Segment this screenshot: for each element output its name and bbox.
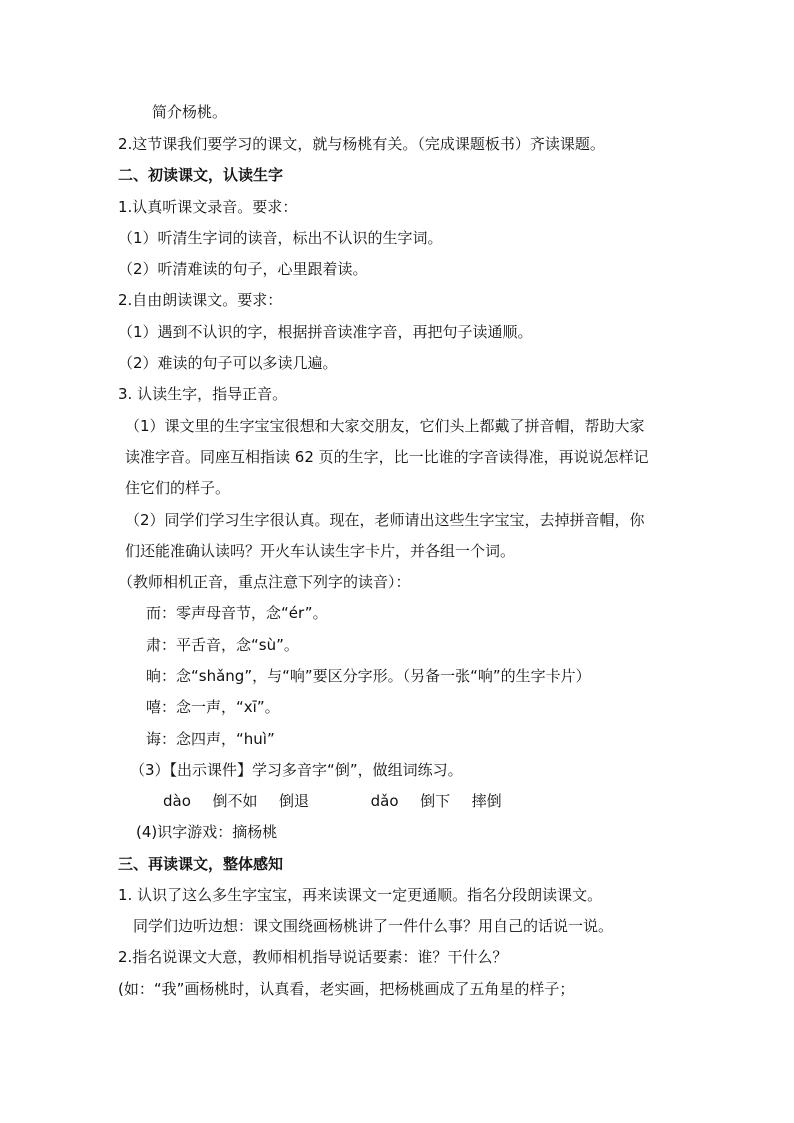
- s2-item1-a: （1）听清生字词的读音，标出不认识的生字词。: [118, 229, 443, 247]
- s2-item3-p2-l1: （2）同学们学习生字很认真。现在，老师请出这些生字宝宝，去掉拼音帽，你: [125, 511, 645, 529]
- s2-item3-p4: (4)识字游戏：摘杨桃: [136, 823, 278, 841]
- polyphone-row: [163, 791, 502, 811]
- char-su: 肃：平舌音，念“sù”。: [146, 636, 299, 654]
- section2-heading: 二、初读课文，认读生字: [118, 166, 284, 184]
- s2-item3-p1-l3: 住它们的样子。: [125, 479, 231, 497]
- char-xi: 嘻：念一声，“xī”。: [146, 698, 280, 716]
- s3-item2: 2.指名说课文大意，教师相机指导说话要素：谁？干什么？: [118, 948, 508, 966]
- item2-intro: 2.这节课我们要学习的课文，就与杨桃有关。（完成课题板书）齐读课题。: [118, 135, 605, 153]
- s2-item1-b: （2）听清难读的句子，心里跟着读。: [118, 260, 368, 278]
- dao4-word-1: 倒不如: [212, 792, 258, 810]
- s2-item2: 2.自由朗读课文。要求：: [118, 291, 283, 309]
- char-hui: 诲：念四声，“huì”: [146, 730, 275, 748]
- section3-heading: 三、再读课文，整体感知: [118, 855, 284, 873]
- s3-item1-b: 同学们边听边想：课文围绕画杨桃讲了一件什么事？用自己的话说一说。: [133, 917, 614, 935]
- s2-item3-p3: （3）【出示课件】学习多音字“倒”，做组词练习。: [130, 761, 463, 779]
- dao4-pinyin: dào: [163, 792, 191, 810]
- dao3-word-2: 摔倒: [471, 792, 502, 810]
- s2-item2-b: （2）难读的句子可以多读几遍。: [118, 354, 338, 372]
- s2-item1: 1.认真听课文录音。要求：: [118, 198, 298, 216]
- s3-example: (如：“我”画杨桃时，认真看，老实画，把杨桃画成了五角星的样子；: [118, 980, 575, 998]
- teacher-note: （教师相机正音，重点注意下列字的读音）：: [118, 573, 411, 591]
- s2-item3-p2-l2: 们还能准确认读吗？开火车认读生字卡片，并各组一个词。: [125, 542, 516, 560]
- s2-item3-p1-l1: （1）课文里的生字宝宝很想和大家交朋友，它们头上都戴了拼音帽，帮助大家: [125, 417, 645, 435]
- s2-item3-p1-l2: 读准字音。同座互相指读 62 页的生字，比一比谁的字音读得准，再说说怎样记: [125, 448, 649, 466]
- s3-item1: 1. 认识了这么多生字宝宝，再来读课文一定更通顺。指名分段朗读课文。: [118, 886, 603, 904]
- dao3-pinyin: dǎo: [370, 792, 399, 810]
- char-er: 而：零声母音节，念“ér”。: [146, 604, 328, 622]
- s2-item3: 3. 认读生字，指导正音。: [118, 385, 288, 403]
- s2-item2-a: （1）遇到不认识的字，根据拼音读准字音，再把句子读通顺。: [118, 323, 533, 341]
- dao3-word-1: 倒下: [420, 792, 451, 810]
- dao4-word-2: 倒退: [279, 792, 310, 810]
- intro-line: 简介杨桃。: [152, 103, 228, 121]
- char-shang: 晌：念“shǎng”，与“响”要区分字形。（另备一张“响”的生字卡片）: [146, 667, 591, 685]
